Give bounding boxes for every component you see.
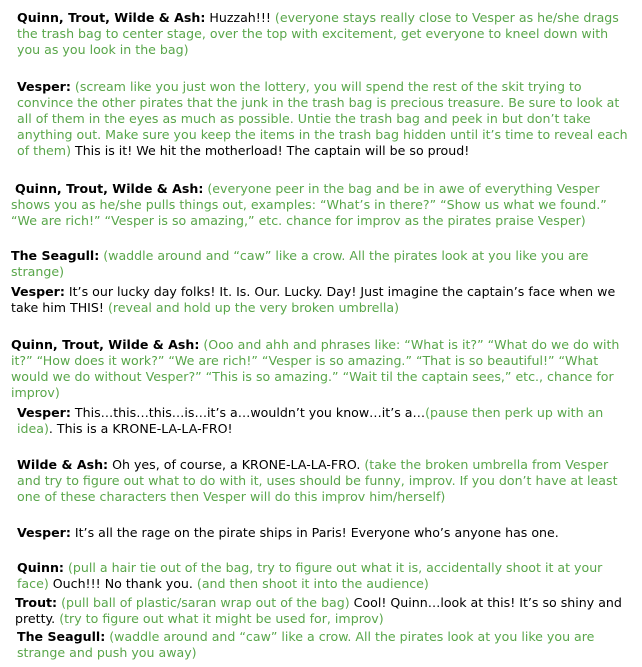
- spoken-line: It’s our lucky day folks! It. Is. Our. Lucky. Day! Just imagine the captain’s face when we take him THIS!: [11, 284, 616, 315]
- script-block-4: [11, 248, 635, 280]
- stage-direction: (pull a hair tie out of the bag, try to figure out what it is, accidentally shoot it at your face): [17, 560, 603, 591]
- stage-direction: (waddle around and “caw” like a crow. All the pirates look at you like you are strange and push you away): [17, 629, 595, 660]
- script-block-2: [17, 79, 635, 159]
- speaker-name: Quinn, Trout, Wilde & Ash:: [11, 337, 200, 352]
- speaker-name: Quinn, Trout, Wilde & Ash:: [17, 10, 206, 25]
- script-block-11: [15, 595, 635, 627]
- script-block-12: [17, 629, 635, 661]
- spoken-line: Oh yes, of course, a KRONE-LA-LA-FRO.: [108, 457, 365, 472]
- script-block-8: [17, 457, 635, 505]
- script-block-9: [17, 525, 635, 541]
- stage-direction: (everyone peer in the bag and be in awe of everything Vesper shows you as he/she pulls things out, examples: “What’s in there?” “Show us what we found.” “We are rich!” “Vesper is so amazing,” etc. chance for improv as the pirates praise Vesper): [11, 181, 607, 228]
- speaker-name: Vesper:: [17, 525, 71, 540]
- spoken-line: This…this…this…is…it’s a…wouldn’t you know…it’s a…: [70, 405, 426, 420]
- spoken-line: Cool! Quinn…look at this! It’s so shiny and pretty.: [15, 595, 622, 626]
- script-block-10: [17, 560, 635, 592]
- stage-direction: (Ooo and ahh and phrases like: “What is it?” “What do we do with it?” “How does it work?” “We are rich!” “Vesper is so amazing.” “That is so beautiful!” “What would we do without Vesper?” “This is so amazing.” “Wait til the captain sees,” etc., chance for improv): [11, 337, 620, 400]
- stage-direction: (try to figure out what it might be used for, improv): [59, 611, 384, 626]
- stage-direction: (reveal and hold up the very broken umbrella): [107, 300, 399, 315]
- speaker-name: Vesper:: [11, 284, 65, 299]
- script-block-5: [11, 284, 635, 316]
- speaker-name: Wilde & Ash:: [17, 457, 109, 472]
- stage-direction: (pause then perk up with an idea): [17, 405, 604, 436]
- script-block-1: [17, 10, 635, 58]
- stage-direction: (waddle around and “caw” like a crow. All the pirates look at you like you are strange): [11, 248, 589, 279]
- script-block-3: [11, 181, 635, 229]
- speaker-name: Quinn, Trout, Wilde & Ash:: [15, 181, 204, 196]
- stage-direction: (scream like you just won the lottery, you will spend the rest of the skit trying to convince the other pirates that the junk in the trash bag is precious treasure. Be sure to look at all of them in the eyes as much as possible. Untie the trash bag and peek in but don’t take anything out. Make sure you keep the items in the trash bag hidden until it’s time to reveal each of them): [17, 79, 628, 158]
- speaker-name: Vesper:: [17, 405, 71, 420]
- stage-direction: (everyone stays really close to Vesper as he/she drags the trash bag to center stage, over the top with excitement, get everyone to kneel down with you as you look in the bag): [17, 10, 619, 57]
- script-block-7: [17, 405, 635, 437]
- spoken-line: . This is a KRONE-LA-LA-FRO!: [48, 421, 233, 436]
- speaker-name: Trout:: [15, 595, 58, 610]
- stage-direction: (and then shoot it into the audience): [196, 576, 429, 591]
- speaker-name: The Seagull:: [11, 248, 100, 263]
- speaker-name: Vesper:: [17, 79, 71, 94]
- stage-direction: (pull ball of plastic/saran wrap out of the bag): [57, 595, 350, 610]
- spoken-line: This is it! We hit the motherload! The captain will be so proud!: [71, 143, 470, 158]
- spoken-line: Ouch!!! No thank you.: [48, 576, 197, 591]
- script-block-6: [11, 337, 635, 401]
- speaker-name: Quinn:: [17, 560, 64, 575]
- spoken-line: It’s all the rage on the pirate ships in Paris! Everyone who’s anyone has one.: [70, 525, 559, 540]
- stage-direction: (take the broken umbrella from Vesper and try to figure out what to do with it, uses should be funny, improv. If you don’t have at least one of these characters then Vesper will do this improv him/herself): [17, 457, 618, 504]
- speaker-name: The Seagull:: [17, 629, 106, 644]
- spoken-line: Huzzah!!!: [205, 10, 275, 25]
